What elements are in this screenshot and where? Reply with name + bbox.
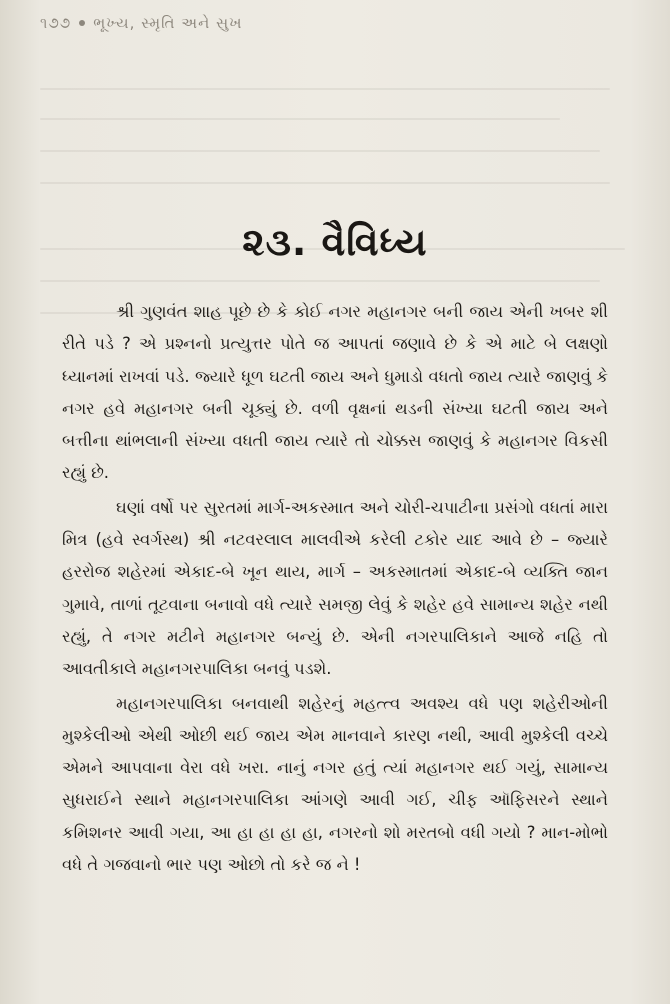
bleed-through-line xyxy=(40,88,610,90)
paragraph: ઘણાં વર્ષો પર સુરતમાં માર્ગ-અકસ્માત અને ચોરી-ચપાટીના પ્રસંગો વધતાં મારા મિત્ર (હવે સ્વર્ગસ્થ) શ્રી નટવરલાલ માલવીએ કરેલી ટકોર યાદ આવે છે – જ્યારે હરરોજ શહેરમાં એકાદ-બે ખૂન થાય, માર્ગ – અકસ્માતમાં એકાદ-બે વ્યક્તિ જાન ગુમાવે, તાળાં તૂટવાના બનાવો વધે ત્યારે સમજી લેવું કે શહેર હવે સામાન્ય શહેર નથી રહ્યું, તે નગર મટીને મહાનગર બન્યું છે. એની નગરપાલિકાને આજે નહિ તો આવતીકાલે મહાનગરપાલિકા બનવું પડશે. xyxy=(62,497,608,679)
chapter-title: ૨૩. વૈવિધ્ય xyxy=(242,220,428,264)
bleed-through-line xyxy=(40,182,610,184)
bullet-icon xyxy=(79,20,85,26)
bleed-through-line xyxy=(40,118,560,120)
chapter-body xyxy=(62,296,608,883)
paragraph: શ્રી ગુણવંત શાહ પૂછે છે કે કોઈ નગર મહાનગર બની જાય એની ખબર શી રીતે પડે ? એ પ્રશ્નનો પ્રત્યુત્તર પોતે જ આપતાં જણાવે છે કે એ માટે બે લક્ષણો ધ્યાનમાં રાખવાં પડે. જ્યારે ધૂળ ઘટતી જાય અને ધુમાડો વધતો જાય ત્યારે જાણવું કે નગર હવે મહાનગર બની ચૂક્યું છે. વળી વૃક્ષનાં થડની સંખ્યા ઘટતી જાય અને બત્તીના થાંભલાની સંખ્યા વધતી જાય ત્યારે તો ચોક્કસ જાણવું કે મહાનગર વિકસી રહ્યું છે. xyxy=(62,302,608,483)
bleed-through-line xyxy=(40,280,600,282)
book-title: ભૂખ્ય, સ્મૃતિ અને સુખ xyxy=(93,14,243,32)
paragraph: મહાનગરપાલિકા બનવાથી શહેરનું મહત્ત્વ અવશ્ય વધે પણ શહેરીઓની મુશ્કેલીઓ એથી ઓછી થઈ જાય એમ માનવાને કારણ નથી, આવી મુશ્કેલી વચ્ચે એમને આપવાના વેરા વધે ખરા. નાનું નગર હતું ત્યાં મહાનગર થઈ ગયું, સામાન્ય સુધરાઈને સ્થાને મહાનગરપાલિકા આંગણે આવી ગઈ, ચીફ ઑફિસરને સ્થાને કમિશનર આવી ગયા, આ હા હા હા હા, નગરનો શો મરતબો વધી ગયો ? માન-મોભો વધે તે ગજવાનો ભાર પણ ઓછો તો કરે જ ને ! xyxy=(62,693,608,875)
running-head xyxy=(40,14,243,32)
page-number: ૧૭૭ xyxy=(40,14,72,32)
bleed-through-line xyxy=(40,150,600,152)
